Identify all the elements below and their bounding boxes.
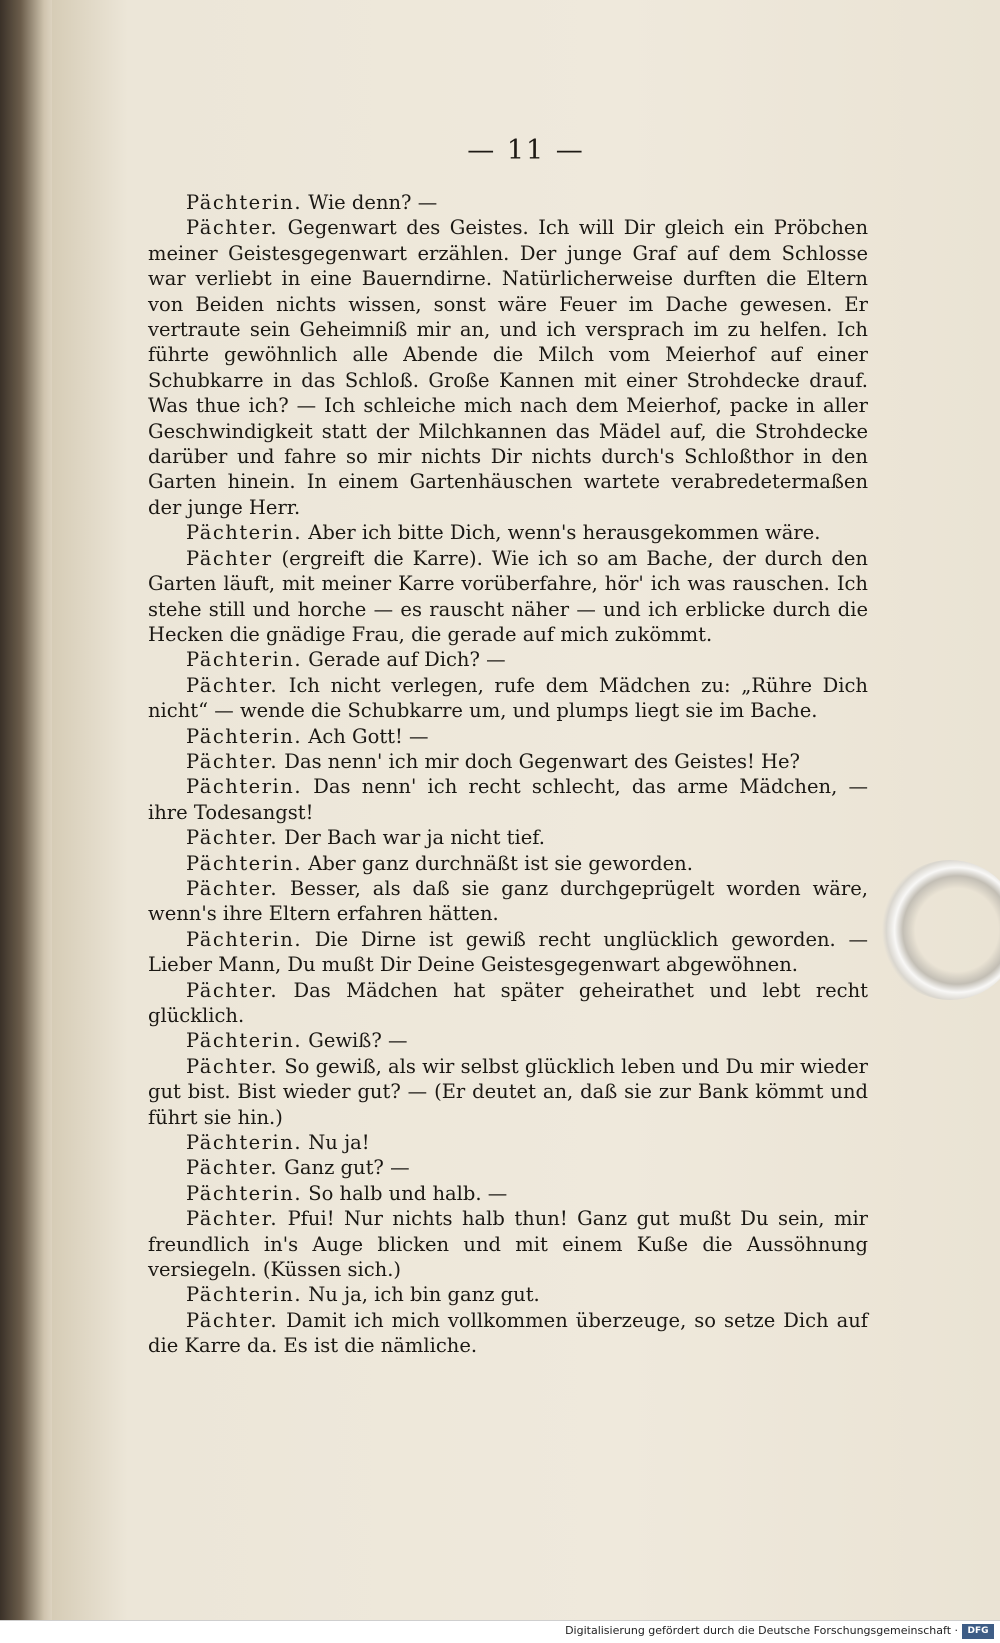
speaker-name: Pächterin. [186,1029,303,1053]
play-text [148,190,868,1359]
book-spine [0,0,52,1643]
speaker-name: Pächter. [186,1207,279,1231]
dfg-logo-icon: DFG [962,1624,994,1639]
dialogue-paragraph [148,1028,868,1053]
dialogue-text: Das nenn' ich mir doch Gegenwart des Geistes! He? [278,749,800,773]
dialogue-text: Gerade auf Dich? — [302,648,506,672]
dialogue-paragraph [148,647,868,672]
speaker-name: Pächterin. [186,724,303,748]
dialogue-paragraph [148,825,868,850]
dialogue-paragraph [148,927,868,978]
book-page [52,0,1000,1643]
speaker-name: Pächter. [186,978,279,1002]
dialogue-paragraph [148,215,868,520]
dialogue-text: Pfui! Nur nichts halb thun! Ganz gut mußt Du sein, mir freundlich in's Auge blicken und mit einem Kuße die Aussöhnung versiegeln. (Küssen sich.) [148,1207,868,1282]
dialogue-paragraph [148,876,868,927]
speaker-name: Pächterin. [186,927,303,951]
dialogue-paragraph [148,1308,868,1359]
dialogue-text: Nu ja! [302,1131,370,1155]
dialogue-text: (ergreift die Karre). Wie ich so am Bache, der durch den Garten läuft, mit meiner Karre vorüberfahre, hör' ich was rauschen. Ich stehe still und horche — es rauscht näher — und ich erblicke durch die Hecken die gnädige Frau, die gerade auf mich zukömmt. [148,546,868,646]
speaker-name: Pächter [186,546,273,570]
page-number: — 11 — [467,135,585,166]
dialogue-paragraph [148,1181,868,1206]
speaker-name: Pächter. [186,826,279,850]
dialogue-text: Damit ich mich vollkommen überzeuge, so setze Dich auf die Karre da. Es ist die nämliche. [148,1308,868,1358]
speaker-name: Pächter. [186,1054,279,1078]
dialogue-paragraph [148,1155,868,1180]
dialogue-paragraph [148,1130,868,1155]
dialogue-paragraph [148,724,868,749]
dialogue-text: Ich nicht verlegen, rufe dem Mädchen zu: „Rühre Dich nicht“ — wende die Schubkarre um, und plumps liegt sie im Bache. [148,673,868,723]
dialogue-paragraph [148,1206,868,1282]
dialogue-text: Besser, als daß sie ganz durchgeprügelt worden wäre, wenn's ihre Eltern erfahren hätten. [148,876,868,926]
dialogue-paragraph [148,1054,868,1130]
speaker-name: Pächter. [186,216,279,240]
speaker-name: Pächter. [186,1156,279,1180]
dialogue-text: Der Bach war ja nicht tief. [278,826,545,850]
dialogue-text: Die Dirne ist gewiß recht unglücklich geworden. — Lieber Mann, Du mußt Dir Deine Geistesgegenwart abgewöhnen. [148,927,868,977]
dialogue-paragraph [148,546,868,648]
dialogue-text: Ganz gut? — [278,1156,410,1180]
dialogue-paragraph [148,1282,868,1307]
dialogue-text: Ach Gott! — [302,724,429,748]
dialogue-text: Das nenn' ich recht schlecht, das arme Mädchen, — ihre Todesangst! [148,775,868,824]
speaker-name: Pächterin. [186,851,303,875]
dialogue-text: Gewiß? — [302,1029,408,1053]
speaker-name: Pächterin. [186,521,303,545]
dialogue-paragraph [148,978,868,1029]
dialogue-text: Das Mädchen hat später geheirathet und lebt recht glücklich. [148,978,868,1027]
speaker-name: Pächterin. [186,1181,303,1205]
dialogue-paragraph [148,749,868,774]
dialogue-paragraph [148,520,868,545]
dialogue-text: So gewiß, als wir selbst glücklich leben und Du mir wieder gut bist. Bist wieder gut? — (Er deutet an, daß sie zur Bank kömmt und führt sie hin.) [148,1054,868,1129]
speaker-name: Pächterin. [186,1131,303,1155]
footer-credit: Digitalisierung gefördert durch die Deutsche Forschungsgemeinschaft · [565,1624,958,1637]
dialogue-text: Nu ja, ich bin ganz gut. [302,1283,540,1307]
speaker-name: Pächter. [186,876,279,900]
dialogue-text: So halb und halb. — [302,1181,508,1205]
speaker-name: Pächter. [186,673,279,697]
digitization-footer [0,1620,1000,1643]
dialogue-text: Gegenwart des Geistes. Ich will Dir gleich ein Pröbchen meiner Geistesgegenwart erzählen. Der junge Graf auf dem Schlosse war verliebt in eine Bauerndirne. Natürlicherweise durften die Eltern von Beiden nichts wissen, sonst wäre Feuer im Dache gewesen. Er vertraute sein Geheimniß mir an, und ich versprach im zu helfen. Ich führte gewöhnlich alle Abende die Milch vom Meierhof auf einer Schubkarre in das Schloß. Große Kannen mit einer Strohdecke drauf. Was thue ich? — Ich schleiche mich nach dem Meierhof, packe in aller Geschwindigkeit statt der Milchkannen das Mädel auf, die Strohdecke darüber und fahre so mir nichts Dir nichts durch's Schloßthor in den Garten hinein. In einem Gartenhäuschen wartete verabredetermaßen der junge Herr. [148,216,868,519]
dialogue-text: Aber ich bitte Dich, wenn's herausgekommen wäre. [302,521,821,545]
speaker-name: Pächterin. [186,775,303,799]
speaker-name: Pächterin. [186,191,303,214]
speaker-name: Pächter. [186,1308,279,1332]
dialogue-paragraph [148,851,868,876]
speaker-name: Pächterin. [186,1283,303,1307]
speaker-name: Pächter. [186,749,279,773]
dialogue-paragraph [148,190,868,215]
speaker-name: Pächterin. [186,648,303,672]
dialogue-text: Aber ganz durchnäßt ist sie geworden. [302,851,693,875]
dialogue-paragraph [148,673,868,724]
dialogue-paragraph [148,774,868,825]
dialogue-text: Wie denn? — [302,191,438,214]
